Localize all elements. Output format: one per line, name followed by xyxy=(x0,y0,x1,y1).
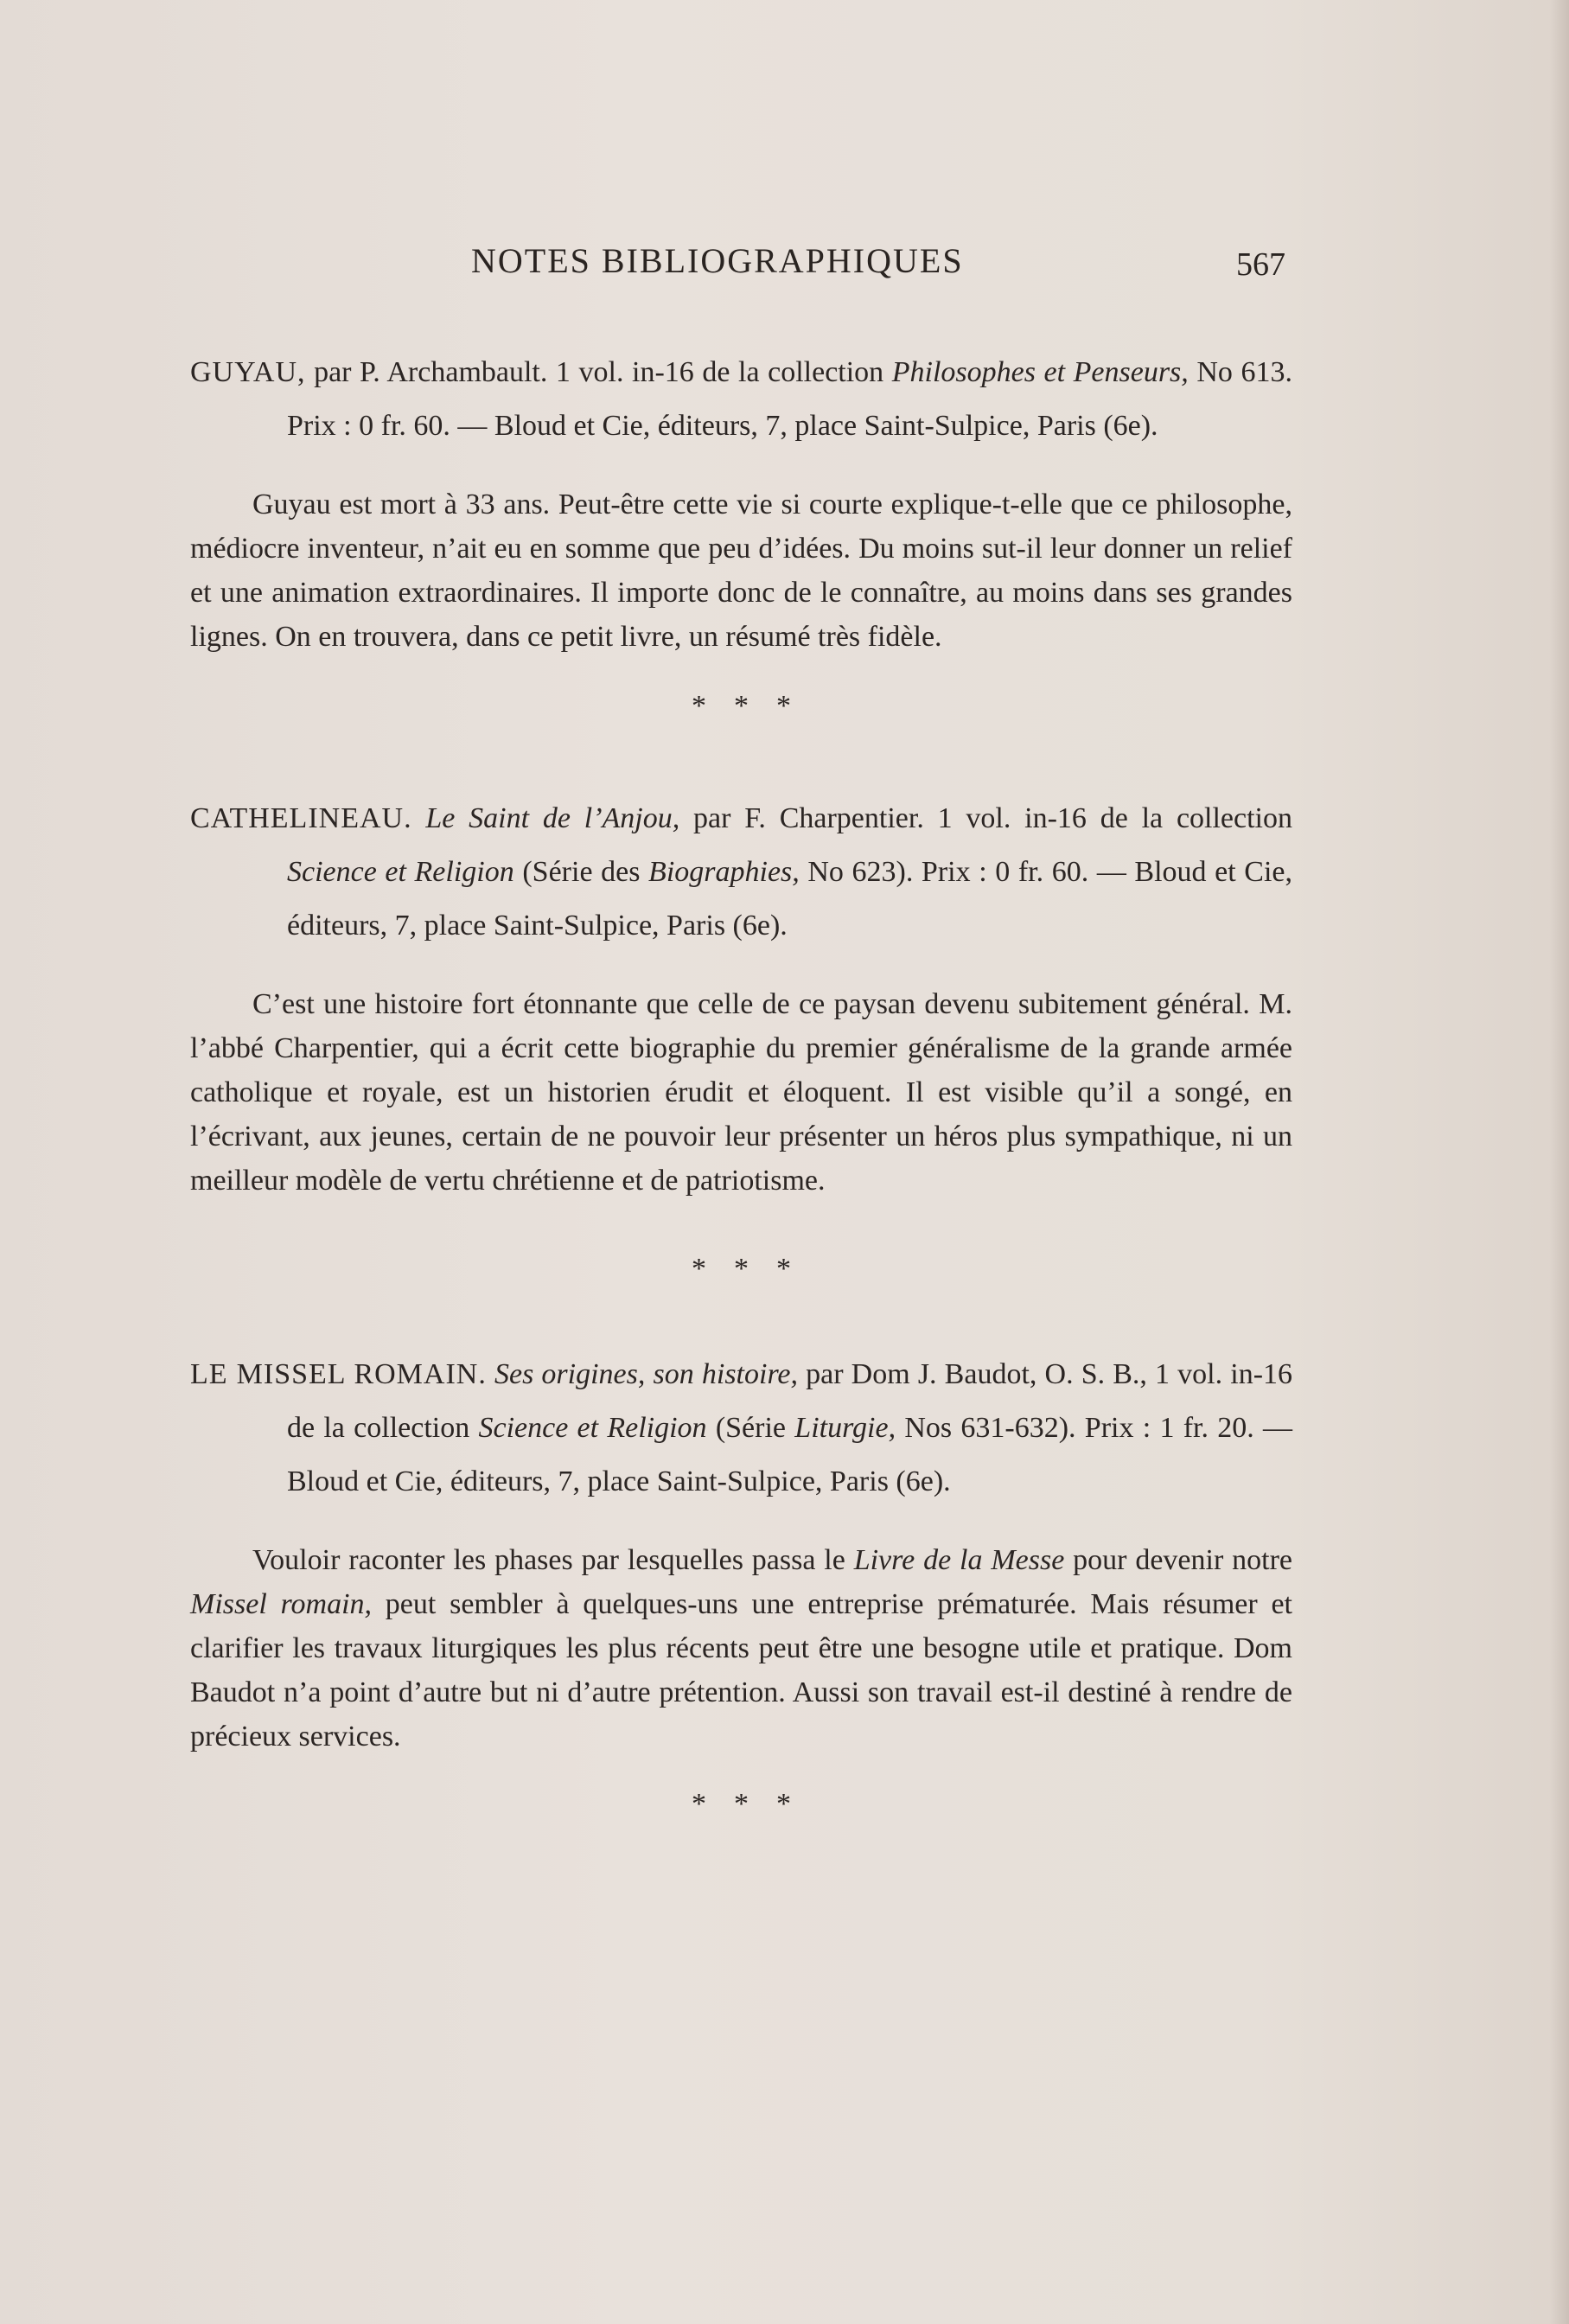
review-text-part: Vouloir raconter les phases par lesquelles passa le xyxy=(252,1544,854,1576)
page-edge-shadow xyxy=(1550,0,1569,2324)
section-separator: *** xyxy=(692,690,819,722)
series-title: Science et Religion xyxy=(478,1412,707,1444)
review-italic-title: Missel romain, xyxy=(190,1588,373,1620)
entry-citation-part: par Dom J. Baudot, O. S. B., 1 vol. in-16 de la collection xyxy=(287,1358,1293,1444)
entry-heading xyxy=(190,346,1292,453)
section-separator: *** xyxy=(692,1788,819,1820)
subseries-title: Biographies, xyxy=(648,856,800,888)
running-head: NOTES BIBLIOGRAPHIQUES xyxy=(471,241,964,280)
entry-citation-part: (Série des xyxy=(513,856,649,888)
review-text xyxy=(190,1538,1292,1759)
entry-heading xyxy=(190,792,1292,953)
entry-citation-part: (Série xyxy=(706,1412,795,1444)
subseries-title: Liturgie, xyxy=(794,1412,896,1444)
review-text: C’est une histoire fort étonnante que celle de ce paysan devenu subitement général. M. l’abbé Charpentier, qui a écrit cette biographie du premier généralisme de la grande armée catholique et royale, est un historien érudit et éloquent. Il est visible qu’il a songé, en l’écrivant, aux jeunes, certain de ne pouvoir leur présenter un héros plus sympathique, ni un meilleur modèle de vertu chrétienne et de patriotisme. xyxy=(190,988,1292,1197)
page-number: 567 xyxy=(1236,246,1285,283)
review-text-part: pour devenir notre xyxy=(1064,1544,1293,1576)
page-body xyxy=(190,346,1292,1873)
book-title: Le Saint de l’Anjou, xyxy=(425,802,680,834)
series-title: Philosophes et Penseurs, xyxy=(891,356,1189,388)
entry-subject: CATHELINEAU. xyxy=(190,802,412,834)
book-title: Ses origines, son histoire, xyxy=(494,1358,799,1390)
review-italic-title: Livre de la Messe xyxy=(853,1544,1065,1576)
review-text: Guyau est mort à 33 ans. Peut-être cette vie si courte explique-t-elle que ce philosophe, médiocre inventeur, n’ait eu en somme que peu d’idées. Du moins sut-il leur donner un relief et une animation extraordinaires. Il importe donc de le connaître, au moins dans ses grandes lignes. On en trouvera, dans ce petit livre, un résumé très fidèle. xyxy=(190,488,1292,653)
entry-citation-part: par P. Archambault. 1 vol. in-16 de la collection xyxy=(305,356,892,388)
entry-subject: LE MISSEL ROMAIN. xyxy=(190,1358,487,1390)
entry-cathelineau xyxy=(190,792,1292,1203)
entry-missel-romain xyxy=(190,1348,1292,1759)
review-text-part: peut sembler à quelques-uns une entreprise prématurée. Mais résumer et clarifier les travaux liturgiques les plus récents peut être une besogne utile et pratique. Dom Baudot n’a point d’autre but ni d’autre prétention. Aussi son travail est-il destiné à rendre de précieux services. xyxy=(190,1588,1292,1753)
entry-subject: GUYAU, xyxy=(190,356,306,388)
entry-guyau xyxy=(190,346,1292,659)
entry-heading xyxy=(190,1348,1292,1509)
section-separator: *** xyxy=(692,1253,819,1285)
series-title: Science et Religion xyxy=(287,856,514,888)
entry-citation-part: Nos 631-632). Prix : 1 fr. 20. — Bloud et Cie, éditeurs, 7, place Saint-Sulpice, Paris (6e). xyxy=(287,1412,1293,1497)
entry-citation-part: No 623). Prix : 0 fr. 60. — Bloud et Cie, éditeurs, 7, place Saint-Sulpice, Paris (6e). xyxy=(287,856,1292,942)
entry-citation-part: par F. Charpentier. 1 vol. in-16 de la collection xyxy=(679,802,1292,834)
page-header xyxy=(0,240,1569,292)
entry-citation-part: No 613. Prix : 0 fr. 60. — Bloud et Cie, éditeurs, 7, place Saint-Sulpice, Paris (6e). xyxy=(287,356,1292,442)
